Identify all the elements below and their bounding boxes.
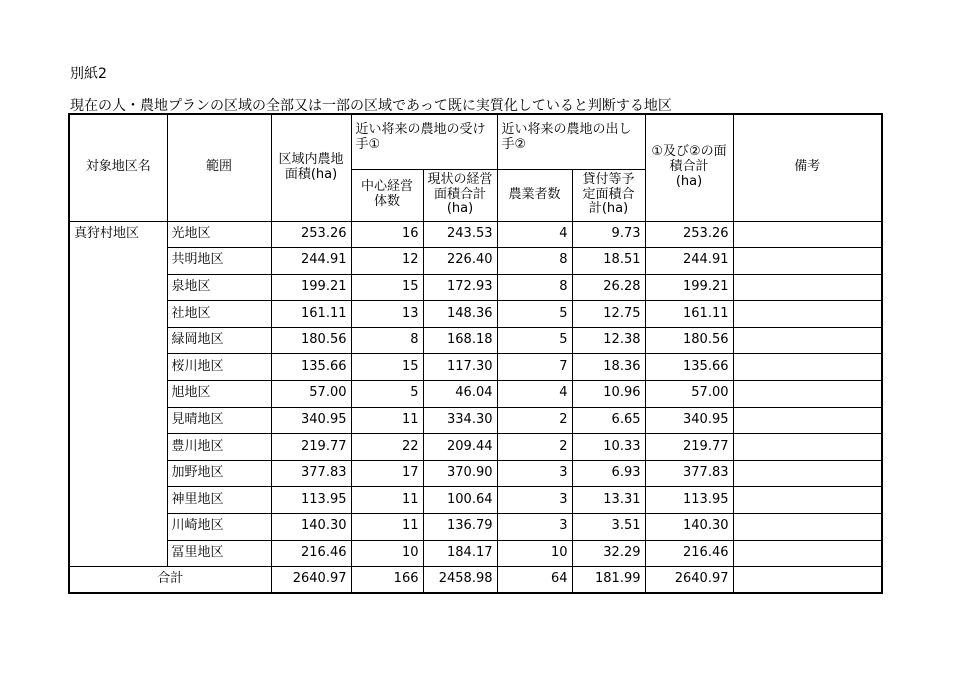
lending-area-cell: 13.31 bbox=[572, 487, 645, 514]
sub-district-name: 神里地区 bbox=[167, 487, 271, 514]
farmer-count-cell: 2 bbox=[497, 407, 572, 434]
combined-area-cell: 135.66 bbox=[645, 354, 733, 381]
district-name: 真狩村地区 bbox=[69, 221, 167, 567]
remarks-cell bbox=[733, 540, 882, 567]
header-area-name: 対象地区名 bbox=[69, 114, 167, 221]
farmland-area-cell: 340.95 bbox=[271, 407, 351, 434]
farmer-count-cell: 7 bbox=[497, 354, 572, 381]
table-body bbox=[69, 221, 882, 593]
farmland-area-cell: 140.30 bbox=[271, 514, 351, 541]
farmland-table bbox=[68, 113, 883, 594]
farmland-area-cell: 377.83 bbox=[271, 460, 351, 487]
mgmt-area-cell: 243.53 bbox=[423, 221, 497, 248]
farmer-count-cell: 4 bbox=[497, 221, 572, 248]
remarks-cell bbox=[733, 434, 882, 461]
header-group-providers: 近い将来の農地の出し手② bbox=[497, 114, 645, 169]
core-entities-cell: 22 bbox=[351, 434, 423, 461]
remarks-cell bbox=[733, 487, 882, 514]
table-row bbox=[69, 248, 882, 275]
table-row bbox=[69, 460, 882, 487]
totals-lend: 181.99 bbox=[572, 567, 645, 594]
table-row bbox=[69, 327, 882, 354]
core-entities-cell: 8 bbox=[351, 327, 423, 354]
combined-area-cell: 199.21 bbox=[645, 274, 733, 301]
combined-area-cell: 57.00 bbox=[645, 381, 733, 408]
farmland-area-cell: 216.46 bbox=[271, 540, 351, 567]
sub-district-name: 見晴地区 bbox=[167, 407, 271, 434]
mgmt-area-cell: 168.18 bbox=[423, 327, 497, 354]
combined-area-cell: 253.26 bbox=[645, 221, 733, 248]
farmland-area-cell: 180.56 bbox=[271, 327, 351, 354]
core-entities-cell: 5 bbox=[351, 381, 423, 408]
table-row bbox=[69, 221, 882, 248]
combined-area-cell: 340.95 bbox=[645, 407, 733, 434]
sub-district-name: 川崎地区 bbox=[167, 514, 271, 541]
lending-area-cell: 32.29 bbox=[572, 540, 645, 567]
farmland-area-cell: 253.26 bbox=[271, 221, 351, 248]
header-range: 範囲 bbox=[167, 114, 271, 221]
table-row bbox=[69, 354, 882, 381]
table-row bbox=[69, 301, 882, 328]
remarks-cell bbox=[733, 514, 882, 541]
core-entities-cell: 11 bbox=[351, 407, 423, 434]
core-entities-cell: 11 bbox=[351, 487, 423, 514]
header-farmer-count: 農業者数 bbox=[497, 169, 572, 221]
combined-area-cell: 113.95 bbox=[645, 487, 733, 514]
sub-district-name: 緑岡地区 bbox=[167, 327, 271, 354]
core-entities-cell: 13 bbox=[351, 301, 423, 328]
header-current-mgmt-area: 現状の経営面積合計(ha) bbox=[423, 169, 497, 221]
header-lending-area: 貸付等予定面積合計(ha) bbox=[572, 169, 645, 221]
core-entities-cell: 15 bbox=[351, 354, 423, 381]
farmer-count-cell: 2 bbox=[497, 434, 572, 461]
farmer-count-cell: 3 bbox=[497, 460, 572, 487]
lending-area-cell: 12.75 bbox=[572, 301, 645, 328]
sub-district-name: 泉地区 bbox=[167, 274, 271, 301]
farmer-count-cell: 10 bbox=[497, 540, 572, 567]
combined-area-cell: 377.83 bbox=[645, 460, 733, 487]
mgmt-area-cell: 172.93 bbox=[423, 274, 497, 301]
core-entities-cell: 16 bbox=[351, 221, 423, 248]
farmer-count-cell: 3 bbox=[497, 487, 572, 514]
header-core-entities: 中心経営体数 bbox=[351, 169, 423, 221]
table-row bbox=[69, 514, 882, 541]
header-remarks: 備考 bbox=[733, 114, 882, 221]
lending-area-cell: 9.73 bbox=[572, 221, 645, 248]
header-group-receivers: 近い将来の農地の受け手① bbox=[351, 114, 497, 169]
mgmt-area-cell: 46.04 bbox=[423, 381, 497, 408]
lending-area-cell: 10.96 bbox=[572, 381, 645, 408]
header-combined-unit: (ha) bbox=[675, 174, 703, 190]
header-farmland-area: 区域内農地面積(ha) bbox=[271, 114, 351, 221]
core-entities-cell: 11 bbox=[351, 514, 423, 541]
farmland-area-cell: 199.21 bbox=[271, 274, 351, 301]
totals-area: 2640.97 bbox=[271, 567, 351, 594]
farmland-area-cell: 219.77 bbox=[271, 434, 351, 461]
combined-area-cell: 180.56 bbox=[645, 327, 733, 354]
sub-district-name: 社地区 bbox=[167, 301, 271, 328]
lending-area-cell: 26.28 bbox=[572, 274, 645, 301]
remarks-cell bbox=[733, 248, 882, 275]
core-entities-cell: 10 bbox=[351, 540, 423, 567]
totals-label: 合計 bbox=[69, 567, 271, 594]
table-row bbox=[69, 407, 882, 434]
table-row bbox=[69, 487, 882, 514]
combined-area-cell: 216.46 bbox=[645, 540, 733, 567]
table-row bbox=[69, 274, 882, 301]
combined-area-cell: 219.77 bbox=[645, 434, 733, 461]
remarks-cell bbox=[733, 274, 882, 301]
lending-area-cell: 10.33 bbox=[572, 434, 645, 461]
combined-area-cell: 161.11 bbox=[645, 301, 733, 328]
farmland-area-cell: 135.66 bbox=[271, 354, 351, 381]
header-combined-label: ①及び②の面積合計 bbox=[651, 144, 727, 175]
header-combined bbox=[645, 114, 733, 221]
table-row bbox=[69, 434, 882, 461]
document-title: 現在の人・農地プランの区域の全部又は一部の区域であって既に実質化していると判断する地区 bbox=[70, 98, 672, 114]
totals-entities: 166 bbox=[351, 567, 423, 594]
remarks-cell bbox=[733, 221, 882, 248]
farmland-area-cell: 113.95 bbox=[271, 487, 351, 514]
sub-district-name: 豊川地区 bbox=[167, 434, 271, 461]
core-entities-cell: 17 bbox=[351, 460, 423, 487]
table-row bbox=[69, 381, 882, 408]
core-entities-cell: 12 bbox=[351, 248, 423, 275]
totals-remarks bbox=[733, 567, 882, 594]
farmer-count-cell: 8 bbox=[497, 248, 572, 275]
lending-area-cell: 6.65 bbox=[572, 407, 645, 434]
lending-area-cell: 6.93 bbox=[572, 460, 645, 487]
sub-district-name: 光地区 bbox=[167, 221, 271, 248]
mgmt-area-cell: 100.64 bbox=[423, 487, 497, 514]
combined-area-cell: 140.30 bbox=[645, 514, 733, 541]
remarks-cell bbox=[733, 381, 882, 408]
remarks-cell bbox=[733, 460, 882, 487]
remarks-cell bbox=[733, 301, 882, 328]
core-entities-cell: 15 bbox=[351, 274, 423, 301]
mgmt-area-cell: 136.79 bbox=[423, 514, 497, 541]
lending-area-cell: 18.51 bbox=[572, 248, 645, 275]
totals-combined: 2640.97 bbox=[645, 567, 733, 594]
farmer-count-cell: 8 bbox=[497, 274, 572, 301]
table-row bbox=[69, 540, 882, 567]
remarks-cell bbox=[733, 354, 882, 381]
lending-area-cell: 12.38 bbox=[572, 327, 645, 354]
sub-district-name: 冨里地区 bbox=[167, 540, 271, 567]
mgmt-area-cell: 334.30 bbox=[423, 407, 497, 434]
totals-mgmt: 2458.98 bbox=[423, 567, 497, 594]
mgmt-area-cell: 117.30 bbox=[423, 354, 497, 381]
mgmt-area-cell: 184.17 bbox=[423, 540, 497, 567]
farmland-area-cell: 244.91 bbox=[271, 248, 351, 275]
farmer-count-cell: 5 bbox=[497, 327, 572, 354]
sub-district-name: 共明地区 bbox=[167, 248, 271, 275]
mgmt-area-cell: 226.40 bbox=[423, 248, 497, 275]
sub-district-name: 旭地区 bbox=[167, 381, 271, 408]
lending-area-cell: 3.51 bbox=[572, 514, 645, 541]
document-label: 別紙2 bbox=[70, 66, 107, 82]
farmer-count-cell: 4 bbox=[497, 381, 572, 408]
sub-district-name: 桜川地区 bbox=[167, 354, 271, 381]
mgmt-area-cell: 370.90 bbox=[423, 460, 497, 487]
remarks-cell bbox=[733, 327, 882, 354]
sub-district-name: 加野地区 bbox=[167, 460, 271, 487]
combined-area-cell: 244.91 bbox=[645, 248, 733, 275]
remarks-cell bbox=[733, 407, 882, 434]
totals-farmers: 64 bbox=[497, 567, 572, 594]
totals-row bbox=[69, 567, 882, 594]
farmer-count-cell: 5 bbox=[497, 301, 572, 328]
mgmt-area-cell: 148.36 bbox=[423, 301, 497, 328]
farmer-count-cell: 3 bbox=[497, 514, 572, 541]
lending-area-cell: 18.36 bbox=[572, 354, 645, 381]
farmland-area-cell: 57.00 bbox=[271, 381, 351, 408]
farmland-area-cell: 161.11 bbox=[271, 301, 351, 328]
mgmt-area-cell: 209.44 bbox=[423, 434, 497, 461]
